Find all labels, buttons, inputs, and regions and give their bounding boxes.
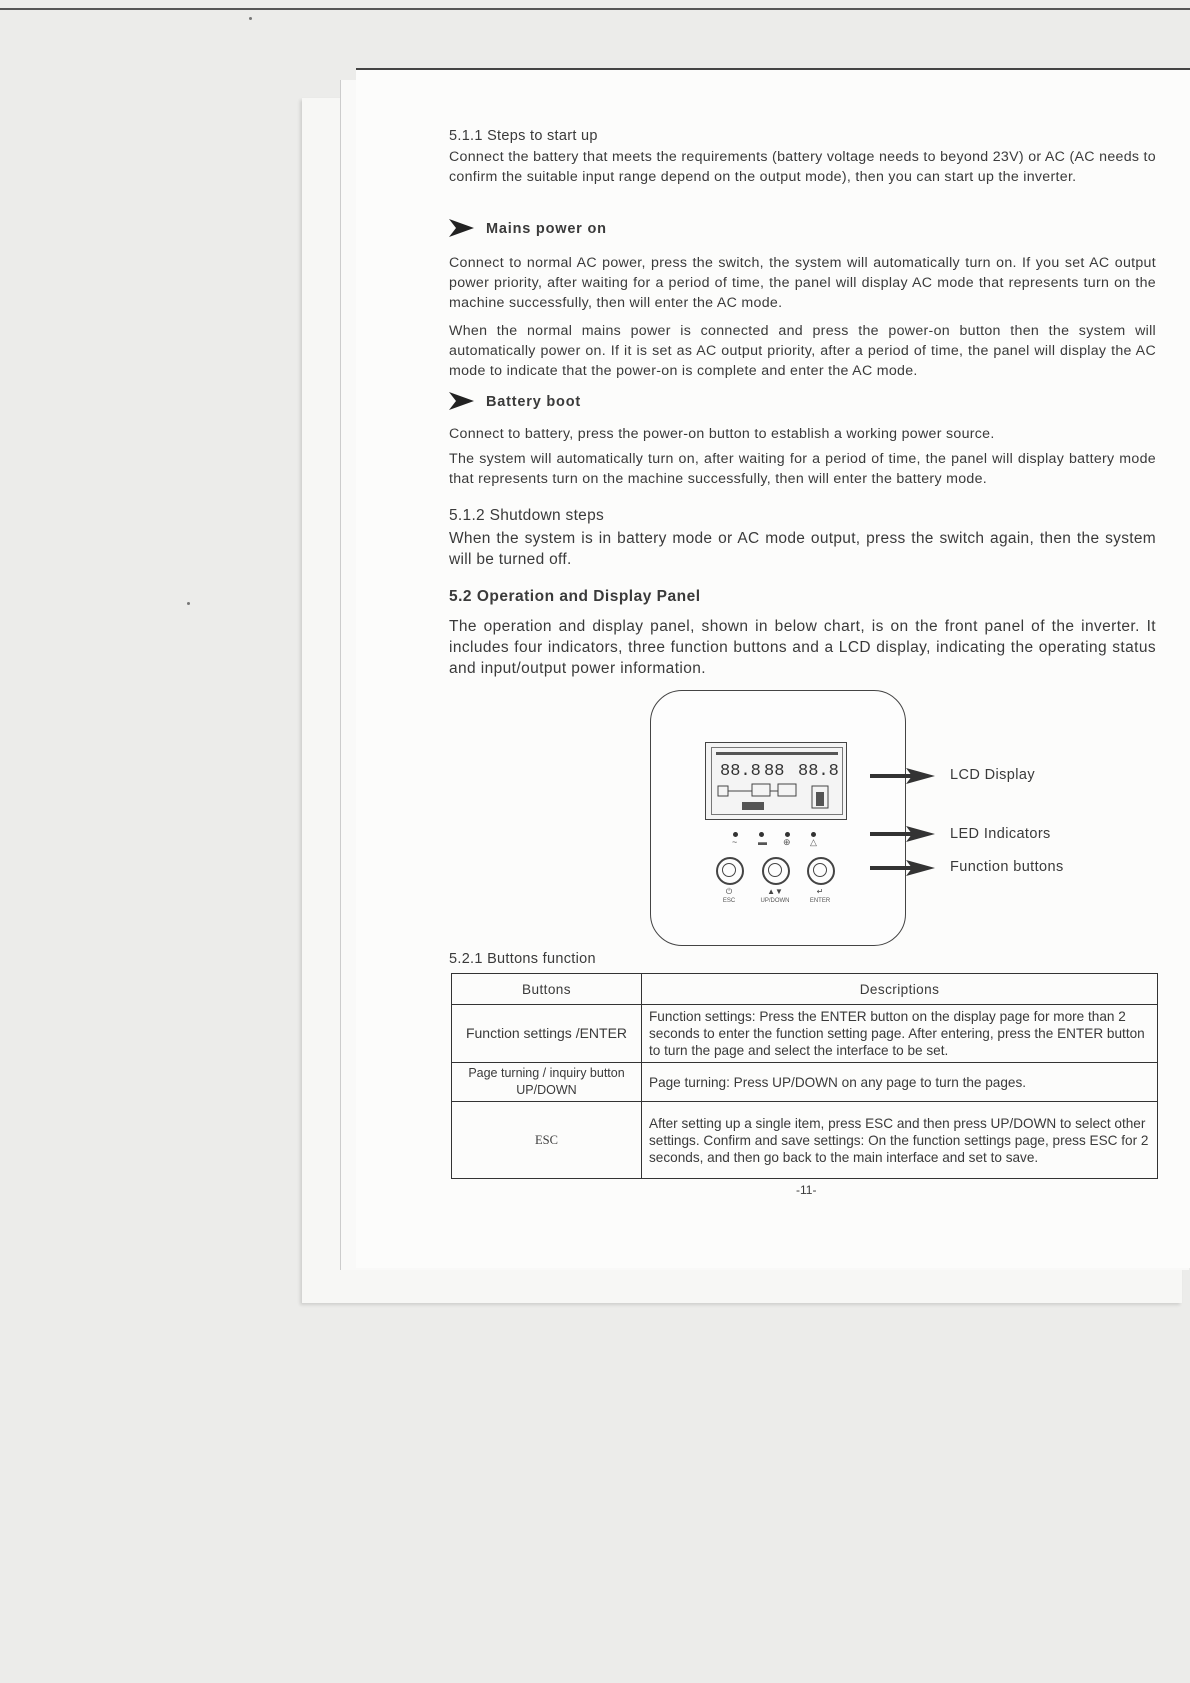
battery-paragraph-2: The system will automatically turn on, after waiting for a period of time, the panel will display battery mode that represents turn on the machine successfully, then will enter the battery mode. <box>449 451 1156 487</box>
updown-button-illustration <box>762 857 790 885</box>
led-indicators-label: LED Indicators <box>950 826 1051 842</box>
pointer-arrow-icon <box>870 859 936 877</box>
esc-button-illustration <box>716 857 744 885</box>
power-icon: ⏻ <box>725 887 733 896</box>
function-buttons-label: Function buttons <box>950 859 1064 875</box>
description-cell: Page turning: Press UP/DOWN on any page to turn the pages. <box>642 1063 1158 1102</box>
pointer-arrow-icon <box>870 825 936 843</box>
header-descriptions: Descriptions <box>642 974 1158 1005</box>
subheading-battery-boot: Battery boot <box>486 394 581 410</box>
mains-paragraph-2: When the normal mains power is connected and press the power-on button then the system will automatically power on. If it is set as AC output priority, after a period of time, the panel will display the AC mode to indicate that the power-on is complete and enter the AC mode. <box>449 323 1156 379</box>
arrowhead-bullet-icon <box>448 218 475 238</box>
svg-text:88: 88 <box>764 762 785 781</box>
pointer-arrow-icon <box>870 767 936 785</box>
updown-label: UP/DOWN <box>760 898 790 904</box>
svg-text:88.8: 88.8 <box>798 762 839 781</box>
heading-buttons-function: 5.2.1 Buttons function <box>449 951 596 967</box>
start-up-intro: Connect the battery that meets the requirements (battery voltage needs to beyond 23V) or AC (AC needs to confirm the suitable input range depend on the output mode), then you can start up the inverter. <box>449 149 1156 185</box>
enter-return-icon: ↵ <box>816 887 824 896</box>
button-cell: Page turning / inquiry button UP/DOWN <box>452 1063 642 1102</box>
table-row <box>452 1005 1158 1063</box>
subheading-mains-power-on: Mains power on <box>486 221 607 237</box>
esc-label: ESC <box>722 898 736 904</box>
battery-icon: ▬ <box>758 837 767 847</box>
table-header-row <box>452 974 1158 1005</box>
svg-text:88.8: 88.8 <box>720 762 761 781</box>
lcd-segments-icon <box>712 748 842 814</box>
scan-speck <box>187 602 190 605</box>
button-cell: Function settings /ENTER <box>452 1005 642 1063</box>
operation-panel-text: The operation and display panel, shown in below chart, is on the front panel of the inverter. It includes four indicators, three function buttons and a LCD display, indicating the operating status and input/output power information. <box>449 618 1156 677</box>
lcd-screen-illustration <box>705 742 847 820</box>
page-number: -11- <box>796 1183 817 1197</box>
shutdown-text: When the system is in battery mode or AC mode output, press the switch again, then the system will be turned off. <box>449 530 1156 568</box>
description-cell: Function settings: Press the ENTER button on the display page for more than 2 seconds to enter the function setting page. After entering, press the ENTER button to turn the page and select the interface to be set. <box>642 1005 1158 1063</box>
scan-speck <box>249 17 252 20</box>
arrowhead-bullet-icon <box>448 391 475 411</box>
enter-label: ENTER <box>809 898 831 904</box>
up-down-arrows-icon: ▲▼ <box>767 887 783 896</box>
heading-steps-start-up: 5.1.1 Steps to start up <box>449 128 598 144</box>
buttons-function-table <box>451 973 1158 1179</box>
table-row <box>452 1102 1158 1179</box>
enter-button-illustration <box>807 857 835 885</box>
mains-paragraph-1: Connect to normal AC power, press the switch, the system will automatically turn on. If you set AC output power priority, after waiting for a period of time, the panel will display AC mode that represents turn on the machine successfully, then will enter the AC mode. <box>449 255 1156 311</box>
table-row <box>452 1063 1158 1102</box>
scan-edge-line <box>0 8 1190 10</box>
lcd-display-label: LCD Display <box>950 767 1035 783</box>
battery-paragraph-1: Connect to battery, press the power-on button to establish a working power source. <box>449 426 995 442</box>
ac-icon: ~ <box>732 837 738 847</box>
header-buttons: Buttons <box>452 974 642 1005</box>
description-cell: After setting up a single item, press ESC and then press UP/DOWN to select other settings. Confirm and save settings: On the function settings page, press ESC for 2 seconds, and then go back to the main interface and set to save. <box>642 1102 1158 1179</box>
button-cell: ESC <box>452 1102 642 1179</box>
heading-operation-display-panel: 5.2 Operation and Display Panel <box>449 588 701 605</box>
load-icon: ⊕ <box>783 837 791 847</box>
heading-shutdown-steps: 5.1.2 Shutdown steps <box>449 507 605 524</box>
warning-icon: △ <box>810 837 817 847</box>
